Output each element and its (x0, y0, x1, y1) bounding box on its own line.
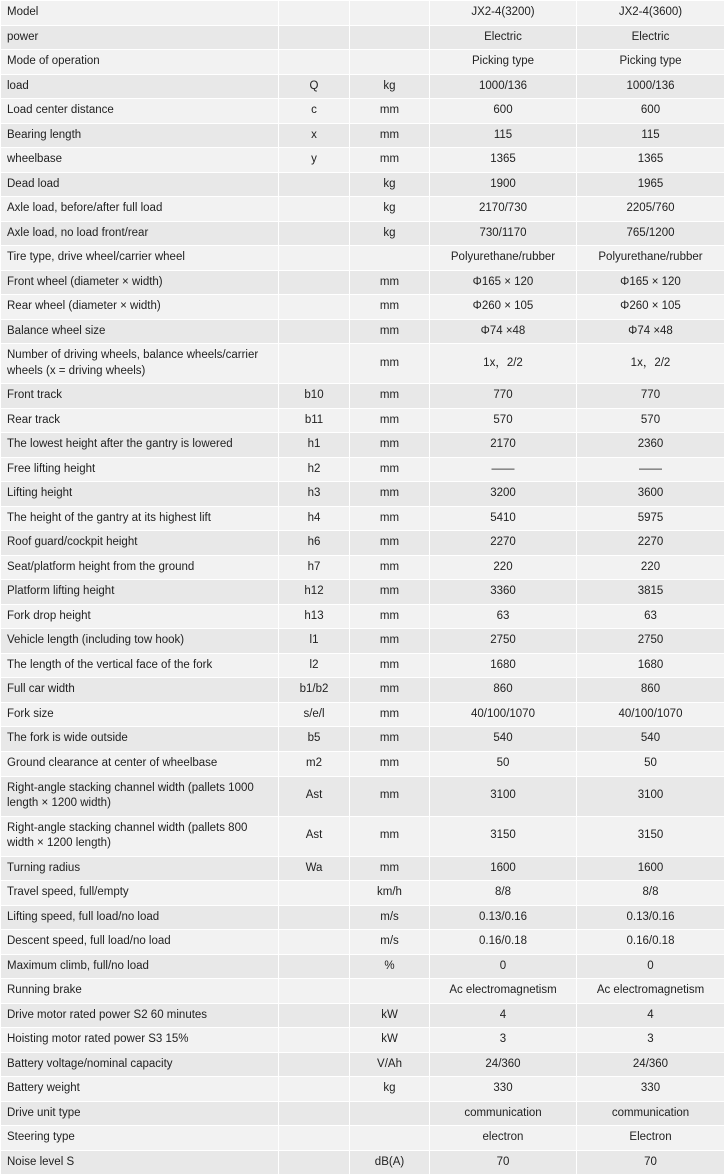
row-value-model-2: 70 (577, 1150, 724, 1175)
table-row (1, 727, 724, 752)
row-label: power (1, 25, 279, 50)
row-unit: kg (350, 197, 430, 222)
row-label: Front track (1, 384, 279, 409)
row-value-model-1: 63 (430, 604, 577, 629)
row-symbol (279, 1, 350, 26)
table-row (1, 123, 724, 148)
row-label: Dead load (1, 172, 279, 197)
row-value-model-1: 3100 (430, 776, 577, 816)
table-row (1, 653, 724, 678)
row-value-model-2: 3 (577, 1028, 724, 1053)
row-symbol (279, 319, 350, 344)
row-label: Right-angle stacking channel width (pallets 1000 length × 1200 width) (1, 776, 279, 816)
row-symbol: m2 (279, 751, 350, 776)
row-unit (350, 1126, 430, 1151)
row-value-model-1: 1000/136 (430, 74, 577, 99)
row-value-model-2: Φ260 × 105 (577, 295, 724, 320)
row-unit: km/h (350, 881, 430, 906)
row-unit (350, 1101, 430, 1126)
row-value-model-2: —— (577, 457, 724, 482)
row-unit: mm (350, 678, 430, 703)
row-label: Noise level S (1, 1150, 279, 1175)
row-label: Model (1, 1, 279, 26)
row-symbol (279, 1028, 350, 1053)
row-label: Axle load, no load front/rear (1, 221, 279, 246)
row-value-model-1: 0.13/0.16 (430, 905, 577, 930)
row-label: Mode of operation (1, 50, 279, 75)
row-value-model-2: 0 (577, 954, 724, 979)
row-unit: mm (350, 702, 430, 727)
row-label: Full car width (1, 678, 279, 703)
row-label: Battery weight (1, 1077, 279, 1102)
row-value-model-1: 770 (430, 384, 577, 409)
row-value-model-1: 2170 (430, 433, 577, 458)
row-label: The height of the gantry at its highest lift (1, 506, 279, 531)
row-value-model-1: 1365 (430, 148, 577, 173)
row-value-model-1: 220 (430, 555, 577, 580)
row-unit: mm (350, 751, 430, 776)
row-value-model-2: 3150 (577, 816, 724, 856)
table-row (1, 1126, 724, 1151)
row-value-model-2: 0.16/0.18 (577, 930, 724, 955)
row-label: Fork drop height (1, 604, 279, 629)
row-symbol (279, 1126, 350, 1151)
row-unit: mm (350, 482, 430, 507)
row-symbol: l2 (279, 653, 350, 678)
row-label: Platform lifting height (1, 580, 279, 605)
row-value-model-1: 2750 (430, 629, 577, 654)
row-symbol (279, 930, 350, 955)
row-symbol: b10 (279, 384, 350, 409)
table-row (1, 1, 724, 26)
table-row (1, 555, 724, 580)
row-value-model-2: 1600 (577, 856, 724, 881)
row-value-model-1: 24/360 (430, 1052, 577, 1077)
row-symbol: y (279, 148, 350, 173)
row-unit (350, 1, 430, 26)
row-symbol (279, 905, 350, 930)
row-value-model-1: 0.16/0.18 (430, 930, 577, 955)
row-value-model-1: —— (430, 457, 577, 482)
row-value-model-1: 1680 (430, 653, 577, 678)
table-row (1, 751, 724, 776)
row-value-model-2: 1680 (577, 653, 724, 678)
row-label: Seat/platform height from the ground (1, 555, 279, 580)
row-unit: mm (350, 99, 430, 124)
table-row (1, 979, 724, 1004)
row-value-model-2: 860 (577, 678, 724, 703)
row-symbol: Ast (279, 776, 350, 816)
table-row (1, 954, 724, 979)
row-value-model-2: 1000/136 (577, 74, 724, 99)
row-value-model-2: 2205/760 (577, 197, 724, 222)
table-row (1, 197, 724, 222)
row-unit (350, 50, 430, 75)
row-label: The fork is wide outside (1, 727, 279, 752)
row-unit: m/s (350, 905, 430, 930)
row-symbol: b11 (279, 408, 350, 433)
row-value-model-1: 540 (430, 727, 577, 752)
row-symbol: h7 (279, 555, 350, 580)
table-row (1, 702, 724, 727)
row-symbol: h2 (279, 457, 350, 482)
row-label: Descent speed, full load/no load (1, 930, 279, 955)
row-value-model-2: 765/1200 (577, 221, 724, 246)
row-label: Lifting height (1, 482, 279, 507)
row-symbol: h3 (279, 482, 350, 507)
row-unit: mm (350, 531, 430, 556)
row-unit: kg (350, 1077, 430, 1102)
table-row (1, 580, 724, 605)
row-value-model-1: 730/1170 (430, 221, 577, 246)
row-symbol (279, 1101, 350, 1126)
row-value-model-2: 570 (577, 408, 724, 433)
row-symbol: b5 (279, 727, 350, 752)
row-label: Free lifting height (1, 457, 279, 482)
table-row (1, 1028, 724, 1053)
row-value-model-1: 5410 (430, 506, 577, 531)
row-label: Drive unit type (1, 1101, 279, 1126)
row-unit: kg (350, 221, 430, 246)
row-unit: kW (350, 1003, 430, 1028)
row-value-model-1: 1900 (430, 172, 577, 197)
row-symbol (279, 344, 350, 384)
row-value-model-1: Ac electromagnetism (430, 979, 577, 1004)
row-value-model-1: 0 (430, 954, 577, 979)
row-value-model-2: 8/8 (577, 881, 724, 906)
row-label: Hoisting motor rated power S3 15% (1, 1028, 279, 1053)
table-row (1, 776, 724, 816)
row-value-model-2: 1965 (577, 172, 724, 197)
table-row (1, 1052, 724, 1077)
row-value-model-1: 600 (430, 99, 577, 124)
row-symbol: h13 (279, 604, 350, 629)
row-label: Fork size (1, 702, 279, 727)
row-label: Number of driving wheels, balance wheels/carrier wheels (x = driving wheels) (1, 344, 279, 384)
row-value-model-1: 3200 (430, 482, 577, 507)
row-value-model-2: 3815 (577, 580, 724, 605)
row-symbol (279, 295, 350, 320)
row-label: Travel speed, full/empty (1, 881, 279, 906)
row-unit: mm (350, 727, 430, 752)
row-symbol (279, 979, 350, 1004)
row-value-model-2: Polyurethane/rubber (577, 246, 724, 271)
row-unit (350, 246, 430, 271)
row-unit: kW (350, 1028, 430, 1053)
row-symbol: h12 (279, 580, 350, 605)
row-unit: mm (350, 653, 430, 678)
row-label: The length of the vertical face of the fork (1, 653, 279, 678)
row-value-model-2: 220 (577, 555, 724, 580)
row-label: The lowest height after the gantry is lowered (1, 433, 279, 458)
table-row (1, 1150, 724, 1175)
row-value-model-1: 2170/730 (430, 197, 577, 222)
row-value-model-1: communication (430, 1101, 577, 1126)
row-label: wheelbase (1, 148, 279, 173)
table-row (1, 1003, 724, 1028)
row-value-model-1: JX2-4(3200) (430, 1, 577, 26)
table-row (1, 384, 724, 409)
table-row (1, 74, 724, 99)
row-value-model-2: Electron (577, 1126, 724, 1151)
row-label: Roof guard/cockpit height (1, 531, 279, 556)
table-row (1, 506, 724, 531)
row-value-model-2: Φ74 ×48 (577, 319, 724, 344)
row-label: Rear wheel (diameter × width) (1, 295, 279, 320)
table-row (1, 881, 724, 906)
table-row (1, 295, 724, 320)
row-symbol: l1 (279, 629, 350, 654)
row-value-model-1: 1x，2/2 (430, 344, 577, 384)
row-value-model-1: Polyurethane/rubber (430, 246, 577, 271)
row-value-model-1: Picking type (430, 50, 577, 75)
row-value-model-2: Ac electromagnetism (577, 979, 724, 1004)
row-label: Running brake (1, 979, 279, 1004)
row-value-model-1: 1600 (430, 856, 577, 881)
table-row (1, 172, 724, 197)
row-value-model-1: 570 (430, 408, 577, 433)
row-value-model-2: 24/360 (577, 1052, 724, 1077)
row-value-model-2: 3100 (577, 776, 724, 816)
row-symbol: x (279, 123, 350, 148)
row-value-model-2: 115 (577, 123, 724, 148)
row-label: Load center distance (1, 99, 279, 124)
table-row (1, 25, 724, 50)
row-label: Turning radius (1, 856, 279, 881)
row-value-model-2: 330 (577, 1077, 724, 1102)
row-value-model-1: 330 (430, 1077, 577, 1102)
row-unit: mm (350, 384, 430, 409)
row-value-model-2: Picking type (577, 50, 724, 75)
row-unit: mm (350, 123, 430, 148)
row-label: Axle load, before/after full load (1, 197, 279, 222)
table-row (1, 604, 724, 629)
table-row (1, 678, 724, 703)
row-value-model-1: electron (430, 1126, 577, 1151)
row-unit: mm (350, 319, 430, 344)
row-symbol (279, 270, 350, 295)
row-value-model-2: 63 (577, 604, 724, 629)
row-value-model-2: communication (577, 1101, 724, 1126)
row-value-model-1: 3150 (430, 816, 577, 856)
row-unit: mm (350, 604, 430, 629)
row-label: Bearing length (1, 123, 279, 148)
row-symbol: Ast (279, 816, 350, 856)
table-row (1, 531, 724, 556)
row-unit (350, 979, 430, 1004)
row-value-model-2: 770 (577, 384, 724, 409)
row-symbol (279, 1077, 350, 1102)
row-value-model-2: 2270 (577, 531, 724, 556)
table-row (1, 344, 724, 384)
row-value-model-1: Φ260 × 105 (430, 295, 577, 320)
row-symbol (279, 1150, 350, 1175)
row-unit: mm (350, 776, 430, 816)
table-row (1, 457, 724, 482)
row-value-model-1: 70 (430, 1150, 577, 1175)
row-label: Battery voltage/nominal capacity (1, 1052, 279, 1077)
row-value-model-2: 1365 (577, 148, 724, 173)
table-row (1, 629, 724, 654)
row-symbol (279, 25, 350, 50)
table-row (1, 1077, 724, 1102)
row-unit: % (350, 954, 430, 979)
row-label: Rear track (1, 408, 279, 433)
table-row (1, 433, 724, 458)
row-value-model-1: 2270 (430, 531, 577, 556)
row-unit: kg (350, 74, 430, 99)
row-label: Balance wheel size (1, 319, 279, 344)
row-value-model-1: 860 (430, 678, 577, 703)
row-unit: mm (350, 856, 430, 881)
row-value-model-2: JX2-4(3600) (577, 1, 724, 26)
row-value-model-2: 540 (577, 727, 724, 752)
row-label: Ground clearance at center of wheelbase (1, 751, 279, 776)
row-label: Maximum climb, full/no load (1, 954, 279, 979)
row-unit: mm (350, 506, 430, 531)
row-value-model-2: 40/100/1070 (577, 702, 724, 727)
row-unit: mm (350, 555, 430, 580)
row-unit: mm (350, 433, 430, 458)
row-unit: V/Ah (350, 1052, 430, 1077)
table-row (1, 1101, 724, 1126)
row-unit: mm (350, 344, 430, 384)
row-unit: m/s (350, 930, 430, 955)
table-row (1, 50, 724, 75)
row-symbol: c (279, 99, 350, 124)
row-symbol (279, 172, 350, 197)
table-row (1, 930, 724, 955)
row-label: Drive motor rated power S2 60 minutes (1, 1003, 279, 1028)
row-value-model-1: Φ165 × 120 (430, 270, 577, 295)
row-symbol: h6 (279, 531, 350, 556)
table-row (1, 408, 724, 433)
row-unit: mm (350, 270, 430, 295)
table-row (1, 148, 724, 173)
row-symbol: h1 (279, 433, 350, 458)
row-symbol: b1/b2 (279, 678, 350, 703)
row-label: Lifting speed, full load/no load (1, 905, 279, 930)
row-unit: kg (350, 172, 430, 197)
row-value-model-1: 50 (430, 751, 577, 776)
row-value-model-1: 4 (430, 1003, 577, 1028)
row-symbol: h4 (279, 506, 350, 531)
table-row (1, 816, 724, 856)
row-value-model-2: Electric (577, 25, 724, 50)
table-row (1, 221, 724, 246)
row-symbol (279, 221, 350, 246)
row-value-model-2: 600 (577, 99, 724, 124)
row-value-model-1: 3360 (430, 580, 577, 605)
table-row (1, 482, 724, 507)
row-label: Front wheel (diameter × width) (1, 270, 279, 295)
row-symbol: s/e/l (279, 702, 350, 727)
row-unit: mm (350, 816, 430, 856)
row-symbol: Q (279, 74, 350, 99)
row-label: Right-angle stacking channel width (pallets 800 width × 1200 length) (1, 816, 279, 856)
row-value-model-1: 115 (430, 123, 577, 148)
row-unit: mm (350, 629, 430, 654)
table-row (1, 99, 724, 124)
row-symbol (279, 197, 350, 222)
table-row (1, 856, 724, 881)
row-unit (350, 25, 430, 50)
row-symbol (279, 1052, 350, 1077)
table-row (1, 905, 724, 930)
specification-table-body (1, 1, 724, 1175)
row-value-model-2: 0.13/0.16 (577, 905, 724, 930)
row-symbol (279, 881, 350, 906)
table-row (1, 319, 724, 344)
row-value-model-2: 3600 (577, 482, 724, 507)
row-value-model-2: 2750 (577, 629, 724, 654)
table-row (1, 246, 724, 271)
row-label: Tire type, drive wheel/carrier wheel (1, 246, 279, 271)
row-value-model-1: Φ74 ×48 (430, 319, 577, 344)
row-value-model-2: 4 (577, 1003, 724, 1028)
row-label: load (1, 74, 279, 99)
row-value-model-2: 1x，2/2 (577, 344, 724, 384)
row-unit: mm (350, 580, 430, 605)
row-unit: mm (350, 408, 430, 433)
table-row (1, 270, 724, 295)
row-symbol (279, 954, 350, 979)
row-unit: mm (350, 295, 430, 320)
row-value-model-1: 8/8 (430, 881, 577, 906)
row-symbol (279, 246, 350, 271)
row-value-model-1: 3 (430, 1028, 577, 1053)
row-symbol (279, 1003, 350, 1028)
row-value-model-1: Electric (430, 25, 577, 50)
row-value-model-1: 40/100/1070 (430, 702, 577, 727)
row-value-model-2: Φ165 × 120 (577, 270, 724, 295)
row-label: Steering type (1, 1126, 279, 1151)
row-label: Vehicle length (including tow hook) (1, 629, 279, 654)
row-value-model-2: 5975 (577, 506, 724, 531)
row-value-model-2: 50 (577, 751, 724, 776)
row-unit: dB(A) (350, 1150, 430, 1175)
row-symbol (279, 50, 350, 75)
row-unit: mm (350, 148, 430, 173)
row-value-model-2: 2360 (577, 433, 724, 458)
row-unit: mm (350, 457, 430, 482)
row-symbol: Wa (279, 856, 350, 881)
